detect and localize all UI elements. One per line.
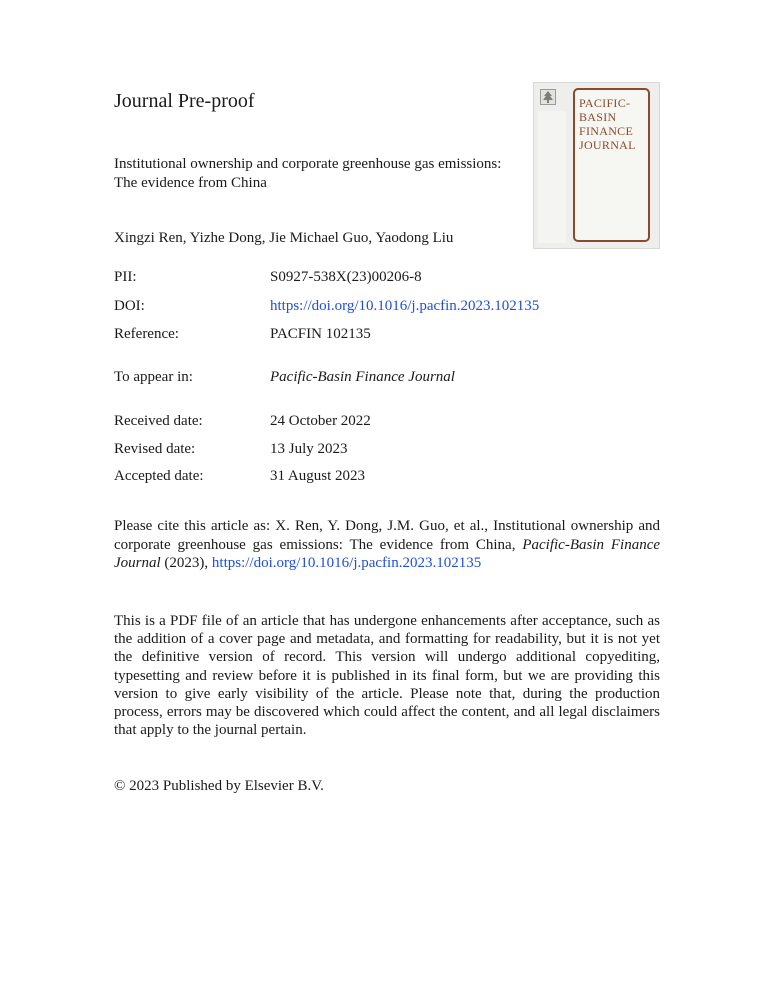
citation-paragraph bbox=[114, 517, 660, 573]
reference-row bbox=[114, 326, 674, 346]
appear-label: To appear in: bbox=[114, 369, 193, 385]
article-title-line-1: Institutional ownership and corporate greenhouse gas emissions: bbox=[114, 156, 502, 172]
pii-row bbox=[114, 269, 674, 289]
journal-preproof-label: Journal Pre-proof bbox=[114, 90, 255, 112]
article-title bbox=[114, 155, 534, 193]
article-title-line-2: The evidence from China bbox=[114, 175, 267, 191]
cover-title-line: BASIN bbox=[579, 110, 617, 124]
copyright-notice: © 2023 Published by Elsevier B.V. bbox=[114, 778, 324, 794]
cover-stripe bbox=[538, 111, 566, 243]
revised-row bbox=[114, 441, 674, 461]
article-authors: Xingzi Ren, Yizhe Dong, Jie Michael Guo, Yaodong Liu bbox=[114, 230, 454, 246]
cover-frame bbox=[573, 88, 650, 242]
received-label: Received date: bbox=[114, 413, 203, 429]
pii-label: PII: bbox=[114, 269, 137, 285]
doi-link[interactable]: https://doi.org/10.1016/j.pacfin.2023.102135 bbox=[270, 298, 540, 314]
citation-year: (2023), bbox=[160, 555, 212, 571]
doi-label: DOI: bbox=[114, 298, 145, 314]
reference-label: Reference: bbox=[114, 326, 179, 342]
appear-row bbox=[114, 369, 674, 389]
reference-value: PACFIN 102135 bbox=[270, 326, 371, 342]
citation-doi-link[interactable]: https://doi.org/10.1016/j.pacfin.2023.102135 bbox=[211, 555, 482, 571]
doi-row bbox=[114, 298, 674, 318]
preproof-disclaimer: This is a PDF file of an article that has undergone enhancements after acceptance, such as the addition of a cover page and metadata, and formatting for readability, but it is not yet the definitive version of record. This version will undergo additional copyediting, typesetting and review before it is published in its final form, but we are providing this version to give early visibility of the article. Please note that, during the production process, errors may be discovered which could affect the content, and all legal disclaimers that apply to the journal pertain. bbox=[114, 613, 660, 739]
cover-title-line: JOURNAL bbox=[579, 138, 636, 152]
cover-title-line: FINANCE bbox=[579, 124, 634, 138]
elsevier-tree-logo-icon bbox=[540, 89, 556, 105]
cover-journal-title bbox=[579, 96, 649, 152]
appear-value: Pacific-Basin Finance Journal bbox=[270, 369, 455, 385]
received-row bbox=[114, 413, 674, 433]
accepted-row bbox=[114, 468, 674, 488]
accepted-value: 31 August 2023 bbox=[270, 468, 366, 484]
citation-journal: Pacific-Basin Finance Journal bbox=[114, 536, 661, 571]
received-value: 24 October 2022 bbox=[270, 413, 371, 429]
citation-text: Please cite this article as: X. Ren, Y. Dong, J.M. Guo, et al., Institutional ownership and corporate greenhouse gas emissions: The evidence from China, bbox=[114, 518, 660, 553]
revised-label: Revised date: bbox=[114, 441, 196, 457]
revised-value: 13 July 2023 bbox=[270, 441, 348, 457]
accepted-label: Accepted date: bbox=[114, 468, 204, 484]
journal-cover bbox=[533, 82, 660, 249]
cover-title-line: PACIFIC- bbox=[579, 96, 631, 110]
pii-value: S0927-538X(23)00206-8 bbox=[270, 269, 422, 285]
